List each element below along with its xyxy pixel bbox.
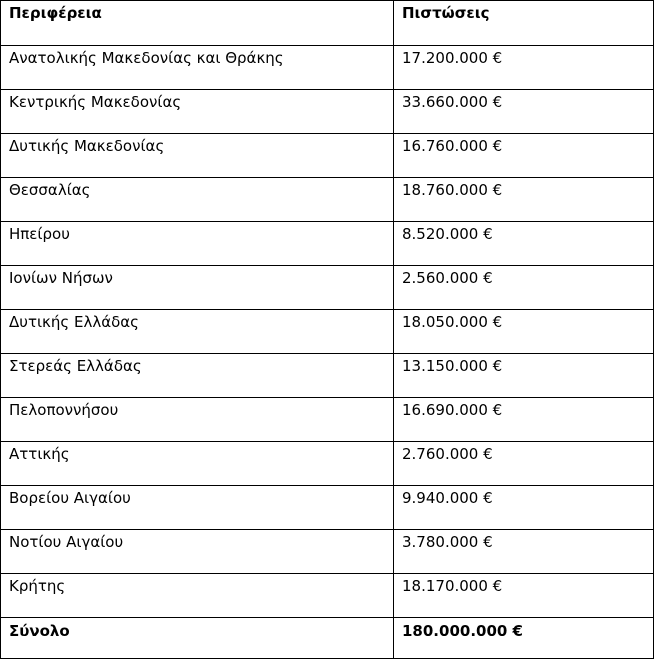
credit-cell: 13.150.000 € [394,354,654,398]
credit-cell: 8.520.000 € [394,222,654,266]
table-row [1,486,654,530]
total-label: Σύνολο [1,618,394,659]
region-cell: Δυτικής Μακεδονίας [1,134,394,178]
table-row [1,574,654,618]
region-cell: Πελοποννήσου [1,398,394,442]
credit-cell: 18.050.000 € [394,310,654,354]
credit-cell: 2.760.000 € [394,442,654,486]
table-total-row [1,618,654,659]
region-cell: Θεσσαλίας [1,178,394,222]
region-cell: Βορείου Αιγαίου [1,486,394,530]
credit-cell: 33.660.000 € [394,90,654,134]
credit-cell: 16.760.000 € [394,134,654,178]
total-value: 180.000.000 € [394,618,654,659]
table-row [1,310,654,354]
table-row [1,134,654,178]
region-cell: Ηπείρου [1,222,394,266]
header-region: Περιφέρεια [1,1,394,46]
table-header-row [1,1,654,46]
table-row [1,46,654,90]
table-row [1,266,654,310]
credit-cell: 16.690.000 € [394,398,654,442]
table-row [1,354,654,398]
region-cell: Νοτίου Αιγαίου [1,530,394,574]
region-cell: Κρήτης [1,574,394,618]
credit-cell: 2.560.000 € [394,266,654,310]
table-row [1,398,654,442]
credit-cell: 3.780.000 € [394,530,654,574]
region-cell: Αττικής [1,442,394,486]
region-cell: Δυτικής Ελλάδας [1,310,394,354]
credit-cell: 17.200.000 € [394,46,654,90]
table-row [1,222,654,266]
region-cell: Κεντρικής Μακεδονίας [1,90,394,134]
table-body [1,1,654,659]
table-row [1,90,654,134]
header-credits: Πιστώσεις [394,1,654,46]
table-row [1,530,654,574]
region-cell: Στερεάς Ελλάδας [1,354,394,398]
region-cell: Ανατολικής Μακεδονίας και Θράκης [1,46,394,90]
region-cell: Ιονίων Νήσων [1,266,394,310]
credit-cell: 18.760.000 € [394,178,654,222]
credit-cell: 18.170.000 € [394,574,654,618]
table-row [1,178,654,222]
credit-cell: 9.940.000 € [394,486,654,530]
table-row [1,442,654,486]
